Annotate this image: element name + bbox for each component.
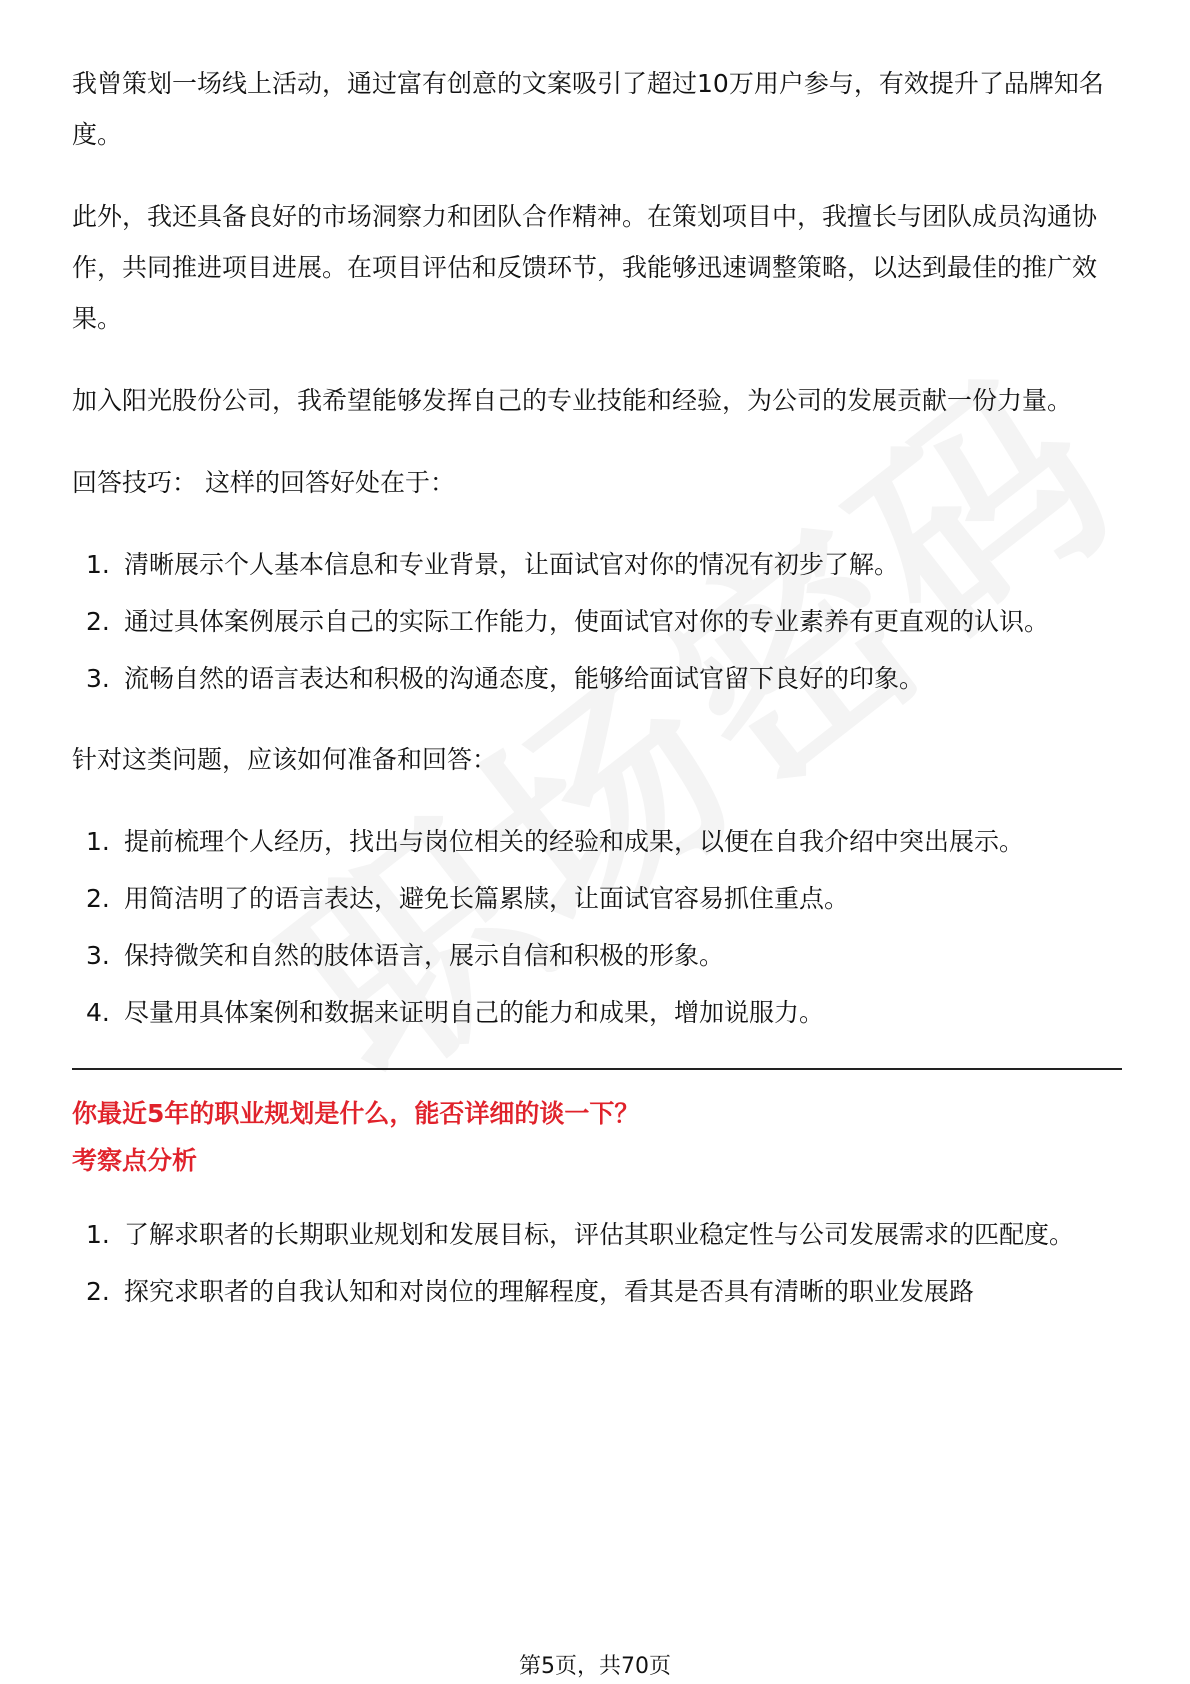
- list-item-text: 探究求职者的自我认知和对岗位的理解程度，看其是否具有清晰的职业发展路: [124, 1277, 975, 1306]
- list-item: 4. 尽量用具体案例和数据来证明自己的能力和成果，增加说服力。: [86, 998, 825, 1027]
- list-item-text: 用简洁明了的语言表达，避免长篇累牍，让面试官容易抓住重点。: [124, 884, 850, 913]
- list-item: 3. 保持微笑和自然的肢体语言，展示自信和积极的形象。: [86, 941, 725, 970]
- list-item-text: 保持微笑和自然的肢体语言，展示自信和积极的形象。: [124, 941, 725, 970]
- list-item: 2. 探究求职者的自我认知和对岗位的理解程度，看其是否具有清晰的职业发展路: [86, 1277, 975, 1306]
- list-item: 2. 用简洁明了的语言表达，避免长篇累牍，让面试官容易抓住重点。: [86, 884, 850, 913]
- paragraph-2: 此外，我还具备良好的市场洞察力和团队合作精神。在策划项目中，我擅长与团队成员沟通协作，共同推进项目进展。在项目评估和反馈环节，我能够迅速调整策略，以达到最佳的推广效果。: [72, 202, 1098, 333]
- list-item: 3. 流畅自然的语言表达和积极的沟通态度，能够给面试官留下良好的印象。: [86, 664, 925, 693]
- page-content: [72, 58, 1122, 1347]
- list-item-text: 尽量用具体案例和数据来证明自己的能力和成果，增加说服力。: [124, 998, 825, 1027]
- prepare-list: [72, 816, 1122, 1038]
- tips-heading: 回答技巧： 这样的回答好处在于：: [72, 468, 455, 497]
- list-item-text: 清晰展示个人基本信息和专业背景，让面试官对你的情况有初步了解。: [124, 550, 900, 579]
- list-item-text: 了解求职者的长期职业规划和发展目标，评估其职业稳定性与公司发展需求的匹配度。: [124, 1220, 1075, 1249]
- list-item-text: 提前梳理个人经历，找出与岗位相关的经验和成果，以便在自我介绍中突出展示。: [124, 827, 1025, 856]
- prepare-heading: 针对这类问题，应该如何准备和回答：: [72, 745, 498, 774]
- tips-list: [72, 539, 1122, 704]
- list-item: 2. 通过具体案例展示自己的实际工作能力，使面试官对你的专业素养有更直观的认识。: [86, 607, 1050, 636]
- question-title: 你最近5年的职业规划是什么，能否详细的谈一下？: [72, 1099, 640, 1128]
- analysis-heading: 考察点分析: [72, 1146, 198, 1175]
- list-item: 1. 提前梳理个人经历，找出与岗位相关的经验和成果，以便在自我介绍中突出展示。: [86, 827, 1025, 856]
- list-item: 1. 清晰展示个人基本信息和专业背景，让面试官对你的情况有初步了解。: [86, 550, 900, 579]
- list-item: 1. 了解求职者的长期职业规划和发展目标，评估其职业稳定性与公司发展需求的匹配度。: [86, 1220, 1075, 1249]
- page-footer: 第5页，共70页: [519, 1654, 671, 1679]
- list-item-text: 通过具体案例展示自己的实际工作能力，使面试官对你的专业素养有更直观的认识。: [124, 607, 1050, 636]
- paragraph-1: 我曾策划一场线上活动，通过富有创意的文案吸引了超过10万用户参与，有效提升了品牌知名度。: [72, 69, 1104, 149]
- analysis-list: [72, 1209, 1122, 1317]
- list-item-text: 流畅自然的语言表达和积极的沟通态度，能够给面试官留下良好的印象。: [124, 664, 925, 693]
- paragraph-3: 加入阳光股份公司，我希望能够发挥自己的专业技能和经验，为公司的发展贡献一份力量。: [72, 386, 1073, 415]
- section-divider: [72, 1068, 1122, 1070]
